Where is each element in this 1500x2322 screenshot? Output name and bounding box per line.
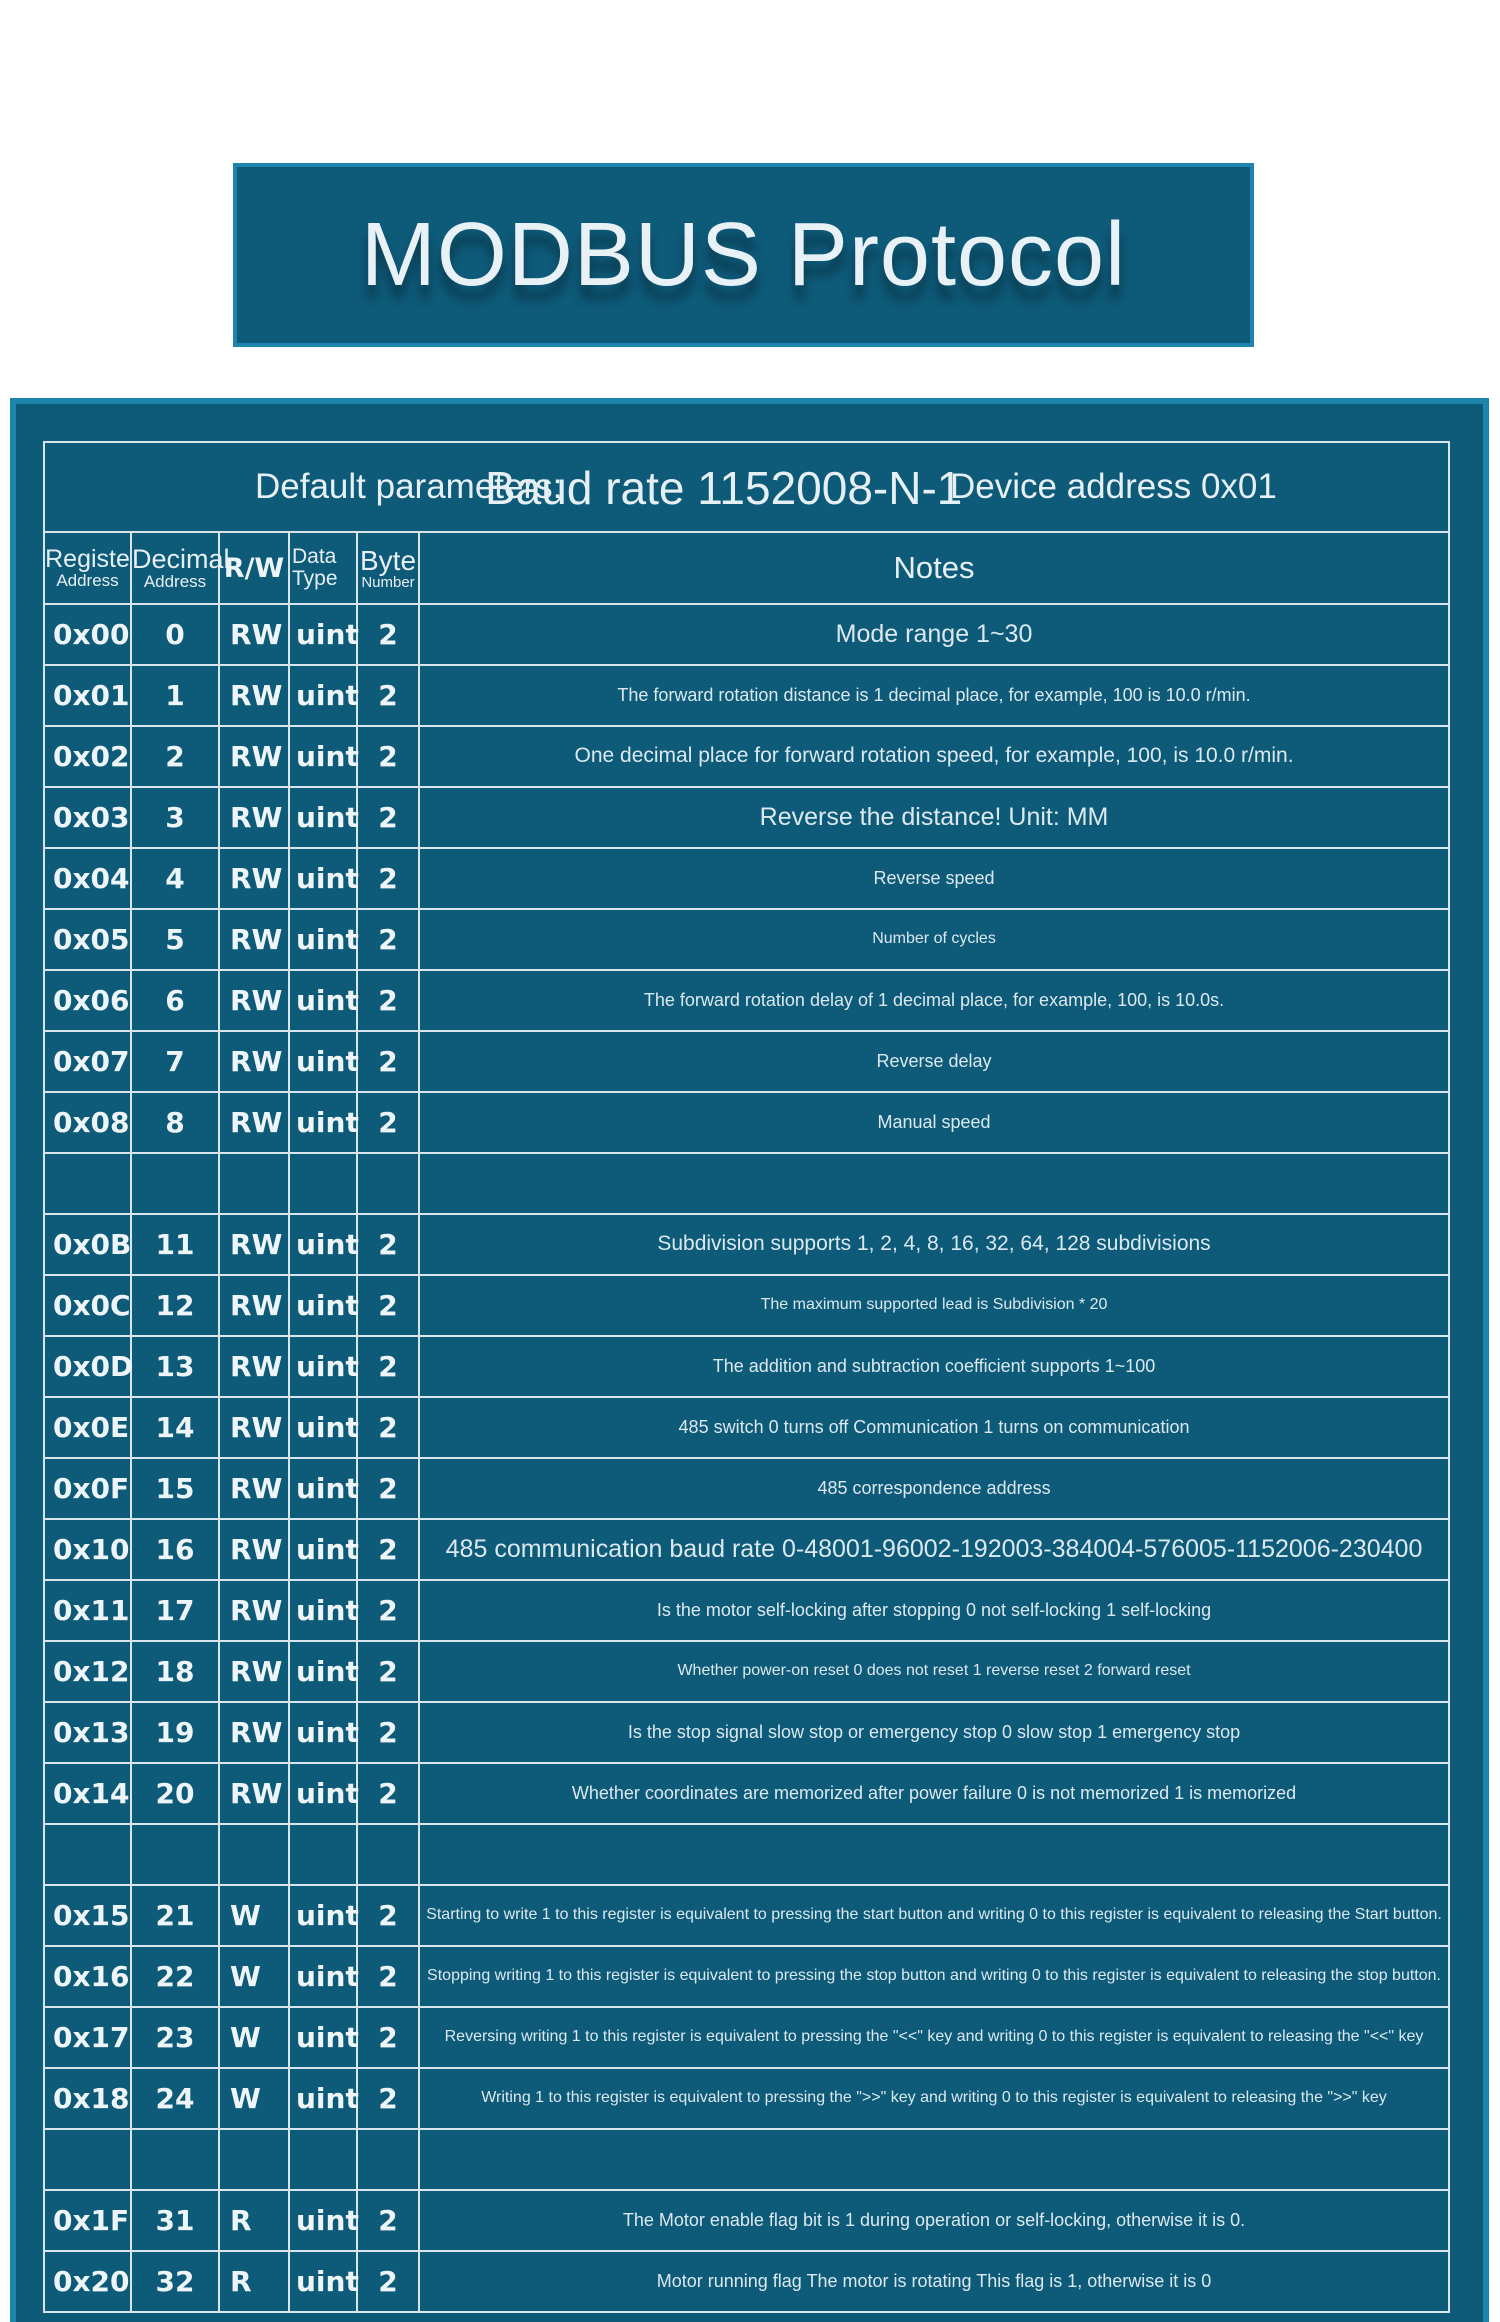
rw-value: RW [219, 1092, 289, 1153]
note-text: Reverse delay [876, 1051, 992, 1072]
note-cell [419, 1885, 1449, 1946]
rw-value: RW [219, 1275, 289, 1336]
data-type: uint [289, 1702, 357, 1763]
data-type: uint [289, 970, 357, 1031]
header-byte-number [357, 532, 419, 604]
data-type: uint [289, 1092, 357, 1153]
data-type: uint [289, 2190, 357, 2251]
decimal-address: 23 [131, 2007, 219, 2068]
table-row [44, 1092, 1449, 1153]
page-title: MODBUS Protocol [360, 204, 1127, 305]
note-text: Mode range 1~30 [835, 620, 1033, 649]
note-cell [419, 2190, 1449, 2251]
note-cell [419, 1031, 1449, 1092]
register-address: 0x1F [44, 2190, 131, 2251]
rw-value: RW [219, 1214, 289, 1275]
register-table [43, 441, 1450, 2313]
byte-number: 2 [357, 1214, 419, 1275]
note-text: The maximum supported lead is Subdivision * 20 [760, 1296, 1108, 1314]
byte-number: 2 [357, 787, 419, 848]
note-cell [419, 970, 1449, 1031]
data-type: uint [289, 1946, 357, 2007]
decimal-address: 22 [131, 1946, 219, 2007]
note-cell [419, 909, 1449, 970]
decimal-address: 14 [131, 1397, 219, 1458]
table-row [44, 1397, 1449, 1458]
note-text: Is the stop signal slow stop or emergency stop 0 slow stop 1 emergency stop [627, 1722, 1241, 1743]
rw-value: RW [219, 1458, 289, 1519]
baud-rate-label: Baud rate 1152008-N-1 [485, 462, 963, 514]
header-register-address [44, 532, 131, 604]
decimal-address: 18 [131, 1641, 219, 1702]
header-byte-small: Number [361, 573, 415, 591]
rw-value: RW [219, 909, 289, 970]
note-text: Starting to write 1 to this register is equivalent to pressing the start button and writing 0 to this register is equivalent to releasing the Start button. [426, 1906, 1442, 1924]
rw-value: W [219, 2007, 289, 2068]
decimal-address: 17 [131, 1580, 219, 1641]
data-type: uint [289, 2251, 357, 2312]
byte-number [357, 1153, 419, 1214]
table-row [44, 2007, 1449, 2068]
table-row [44, 848, 1449, 909]
decimal-address: 0 [131, 604, 219, 665]
data-type: uint [289, 2007, 357, 2068]
register-address: 0x02 [44, 726, 131, 787]
note-text: The forward rotation distance is 1 decimal place, for example, 100 is 10.0 r/min. [617, 685, 1251, 706]
table-row [44, 1519, 1449, 1580]
data-type: uint [289, 1519, 357, 1580]
register-address [44, 2129, 131, 2190]
note-text: Reverse the distance! Unit: MM [759, 803, 1109, 832]
decimal-address: 6 [131, 970, 219, 1031]
note-text: One decimal place for forward rotation speed, for example, 100, is 10.0 r/min. [574, 744, 1294, 768]
rw-value: W [219, 2068, 289, 2129]
decimal-address: 16 [131, 1519, 219, 1580]
byte-number: 2 [357, 1397, 419, 1458]
note-text: The addition and subtraction coefficient supports 1~100 [712, 1356, 1156, 1377]
rw-value [219, 1153, 289, 1214]
rw-value [219, 2129, 289, 2190]
note-cell [419, 1824, 1449, 1885]
table-row [44, 1824, 1449, 1885]
decimal-address: 7 [131, 1031, 219, 1092]
header-decimal-small: Address [143, 572, 207, 591]
decimal-address: 11 [131, 1214, 219, 1275]
byte-number: 2 [357, 1702, 419, 1763]
table-row [44, 1214, 1449, 1275]
decimal-address: 15 [131, 1458, 219, 1519]
data-type: uint [289, 1885, 357, 1946]
rw-value: RW [219, 1519, 289, 1580]
rw-value: RW [219, 787, 289, 848]
note-cell [419, 1763, 1449, 1824]
register-address: 0x14 [44, 1763, 131, 1824]
decimal-address [131, 1824, 219, 1885]
data-type: uint [289, 909, 357, 970]
note-text: Whether power-on reset 0 does not reset 1 reverse reset 2 forward reset [677, 1662, 1191, 1680]
register-address: 0x08 [44, 1092, 131, 1153]
register-address: 0x12 [44, 1641, 131, 1702]
data-type: uint [289, 1214, 357, 1275]
table-row [44, 1702, 1449, 1763]
header-byte-big: Byte [359, 544, 417, 576]
byte-number: 2 [357, 1275, 419, 1336]
rw-value: W [219, 1885, 289, 1946]
byte-number: 2 [357, 665, 419, 726]
byte-number: 2 [357, 1641, 419, 1702]
byte-number: 2 [357, 909, 419, 970]
note-cell [419, 1458, 1449, 1519]
rw-value: RW [219, 970, 289, 1031]
rw-value: RW [219, 1031, 289, 1092]
register-address [44, 1153, 131, 1214]
decimal-address: 4 [131, 848, 219, 909]
register-address: 0x0D [44, 1336, 131, 1397]
note-text: Stopping writing 1 to this register is equivalent to pressing the stop button and writing 0 to this register is equivalent to releasing the stop button. [427, 1967, 1441, 1985]
note-text: Whether coordinates are memorized after power failure 0 is not memorized 1 is memorized [571, 1783, 1297, 1804]
note-cell [419, 604, 1449, 665]
header-data-type [289, 532, 357, 604]
note-cell [419, 2251, 1449, 2312]
register-address: 0x05 [44, 909, 131, 970]
note-cell [419, 848, 1449, 909]
register-address: 0x0E [44, 1397, 131, 1458]
note-cell [419, 1580, 1449, 1641]
note-text: 485 switch 0 turns off Communication 1 turns on communication [678, 1417, 1190, 1438]
data-type: uint [289, 1458, 357, 1519]
byte-number: 2 [357, 1458, 419, 1519]
header-decimal-big: Decimal [132, 544, 230, 574]
header-rw: R/W [219, 532, 289, 604]
data-type: uint [289, 848, 357, 909]
note-cell [419, 665, 1449, 726]
note-text: Subdivision supports 1, 2, 4, 8, 16, 32, 64, 128 subdivisions [657, 1232, 1211, 1256]
decimal-address: 32 [131, 2251, 219, 2312]
register-address: 0x20 [44, 2251, 131, 2312]
header-data-type-2: Type [292, 567, 338, 590]
header-notes: Notes [419, 532, 1449, 604]
table-row [44, 2190, 1449, 2251]
table-row [44, 1458, 1449, 1519]
decimal-address [131, 2129, 219, 2190]
data-type: uint [289, 1031, 357, 1092]
data-type: uint [289, 1336, 357, 1397]
note-text: Motor running flag The motor is rotating This flag is 1, otherwise it is 0 [656, 2271, 1212, 2292]
byte-number: 2 [357, 848, 419, 909]
byte-number: 2 [357, 2007, 419, 2068]
rw-value: R [219, 2251, 289, 2312]
note-text: Reverse speed [873, 868, 995, 889]
rw-value: RW [219, 726, 289, 787]
data-type: uint [289, 1580, 357, 1641]
table-row [44, 970, 1449, 1031]
byte-number: 2 [357, 1519, 419, 1580]
table-row [44, 1031, 1449, 1092]
byte-number: 2 [357, 2251, 419, 2312]
note-cell [419, 787, 1449, 848]
table-row [44, 1336, 1449, 1397]
note-cell [419, 2129, 1449, 2190]
rw-value: RW [219, 1397, 289, 1458]
table-row [44, 726, 1449, 787]
table-row [44, 1153, 1449, 1214]
note-text: 485 correspondence address [817, 1478, 1051, 1499]
table-row [44, 2251, 1449, 2312]
header-data-type-1: Data [292, 544, 337, 568]
byte-number: 2 [357, 1336, 419, 1397]
rw-value: RW [219, 848, 289, 909]
default-parameters-cell [44, 442, 1449, 532]
note-text: The Motor enable flag bit is 1 during operation or self-locking, otherwise it is 0. [622, 2210, 1246, 2231]
byte-number: 2 [357, 2190, 419, 2251]
note-cell [419, 1519, 1449, 1580]
table-row [44, 2129, 1449, 2190]
register-address: 0x04 [44, 848, 131, 909]
default-parameters-label: Default parameters: [255, 467, 563, 506]
register-address: 0x0F [44, 1458, 131, 1519]
byte-number: 2 [357, 970, 419, 1031]
register-address: 0x01 [44, 665, 131, 726]
register-address: 0x0C [44, 1275, 131, 1336]
default-parameters-row [44, 442, 1449, 532]
byte-number [357, 2129, 419, 2190]
rw-value: W [219, 1946, 289, 2007]
data-type: uint [289, 604, 357, 665]
note-cell [419, 1397, 1449, 1458]
data-type: uint [289, 2068, 357, 2129]
register-address: 0x11 [44, 1580, 131, 1641]
rw-value: RW [219, 1763, 289, 1824]
data-type [289, 1824, 357, 1885]
note-cell [419, 1946, 1449, 2007]
byte-number: 2 [357, 1946, 419, 2007]
decimal-address: 5 [131, 909, 219, 970]
device-address-label: Device address 0x01 [950, 467, 1277, 506]
byte-number: 2 [357, 726, 419, 787]
note-cell [419, 1092, 1449, 1153]
table-row [44, 787, 1449, 848]
decimal-address: 19 [131, 1702, 219, 1763]
note-cell [419, 1641, 1449, 1702]
register-address [44, 1824, 131, 1885]
rw-value: RW [219, 1702, 289, 1763]
note-cell [419, 1275, 1449, 1336]
register-address: 0x18 [44, 2068, 131, 2129]
table-row [44, 1885, 1449, 1946]
data-type: uint [289, 665, 357, 726]
decimal-address: 2 [131, 726, 219, 787]
data-type: uint [289, 1397, 357, 1458]
table-row [44, 2068, 1449, 2129]
decimal-address: 20 [131, 1763, 219, 1824]
register-address: 0x03 [44, 787, 131, 848]
register-address: 0x07 [44, 1031, 131, 1092]
decimal-address [131, 1153, 219, 1214]
note-text: Number of cycles [872, 930, 996, 948]
decimal-address: 1 [131, 665, 219, 726]
byte-number: 2 [357, 2068, 419, 2129]
header-decimal-address [131, 532, 230, 604]
data-type [289, 1153, 357, 1214]
table-row [44, 665, 1449, 726]
byte-number: 2 [357, 1885, 419, 1946]
rw-value: R [219, 2190, 289, 2251]
header-register-big: Registe [45, 545, 130, 573]
register-address: 0x17 [44, 2007, 131, 2068]
note-text: The forward rotation delay of 1 decimal place, for example, 100, is 10.0s. [643, 990, 1225, 1011]
note-cell [419, 1153, 1449, 1214]
data-type: uint [289, 726, 357, 787]
data-type: uint [289, 787, 357, 848]
decimal-address: 31 [131, 2190, 219, 2251]
note-text: 485 communication baud rate 0-48001-96002-192003-384004-576005-1152006-230400 [445, 1535, 1423, 1564]
table-row [44, 1275, 1449, 1336]
note-text: Manual speed [877, 1112, 991, 1133]
data-type [289, 2129, 357, 2190]
note-cell [419, 1702, 1449, 1763]
register-address: 0x13 [44, 1702, 131, 1763]
byte-number: 2 [357, 1763, 419, 1824]
table-row [44, 604, 1449, 665]
register-address: 0x06 [44, 970, 131, 1031]
title-banner [233, 163, 1254, 347]
data-type: uint [289, 1641, 357, 1702]
rw-value: RW [219, 1336, 289, 1397]
rw-value: RW [219, 1580, 289, 1641]
rw-value: RW [219, 1641, 289, 1702]
byte-number [357, 1824, 419, 1885]
table-row [44, 1946, 1449, 2007]
table-row [44, 1580, 1449, 1641]
rw-value [219, 1824, 289, 1885]
note-text: Is the motor self-locking after stopping 0 not self-locking 1 self-locking [656, 1600, 1212, 1621]
note-cell [419, 726, 1449, 787]
register-address: 0x00 [44, 604, 131, 665]
rw-value: RW [219, 665, 289, 726]
note-text: Writing 1 to this register is equivalent to pressing the ">>" key and writing 0 to this register is equivalent to releasing the ">>" key [481, 2089, 1387, 2107]
table-row [44, 1641, 1449, 1702]
note-cell [419, 2068, 1449, 2129]
header-register-small: Address [56, 571, 119, 590]
decimal-address: 13 [131, 1336, 219, 1397]
table-row [44, 909, 1449, 970]
rw-value: RW [219, 604, 289, 665]
byte-number: 2 [357, 1092, 419, 1153]
decimal-address: 8 [131, 1092, 219, 1153]
byte-number: 2 [357, 604, 419, 665]
register-address: 0x0B [44, 1214, 131, 1275]
byte-number: 2 [357, 1580, 419, 1641]
table-row [44, 1763, 1449, 1824]
note-cell [419, 2007, 1449, 2068]
decimal-address: 24 [131, 2068, 219, 2129]
byte-number: 2 [357, 1031, 419, 1092]
decimal-address: 3 [131, 787, 219, 848]
table-header-row [44, 532, 1449, 604]
data-type: uint [289, 1275, 357, 1336]
decimal-address: 21 [131, 1885, 219, 1946]
decimal-address: 12 [131, 1275, 219, 1336]
data-type: uint [289, 1763, 357, 1824]
note-text: Reversing writing 1 to this register is equivalent to pressing the "<<" key and writing 0 to this register is equivalent to releasing the "<<" key [444, 2028, 1424, 2046]
register-address: 0x16 [44, 1946, 131, 2007]
register-address: 0x10 [44, 1519, 131, 1580]
note-cell [419, 1336, 1449, 1397]
note-cell [419, 1214, 1449, 1275]
register-address: 0x15 [44, 1885, 131, 1946]
